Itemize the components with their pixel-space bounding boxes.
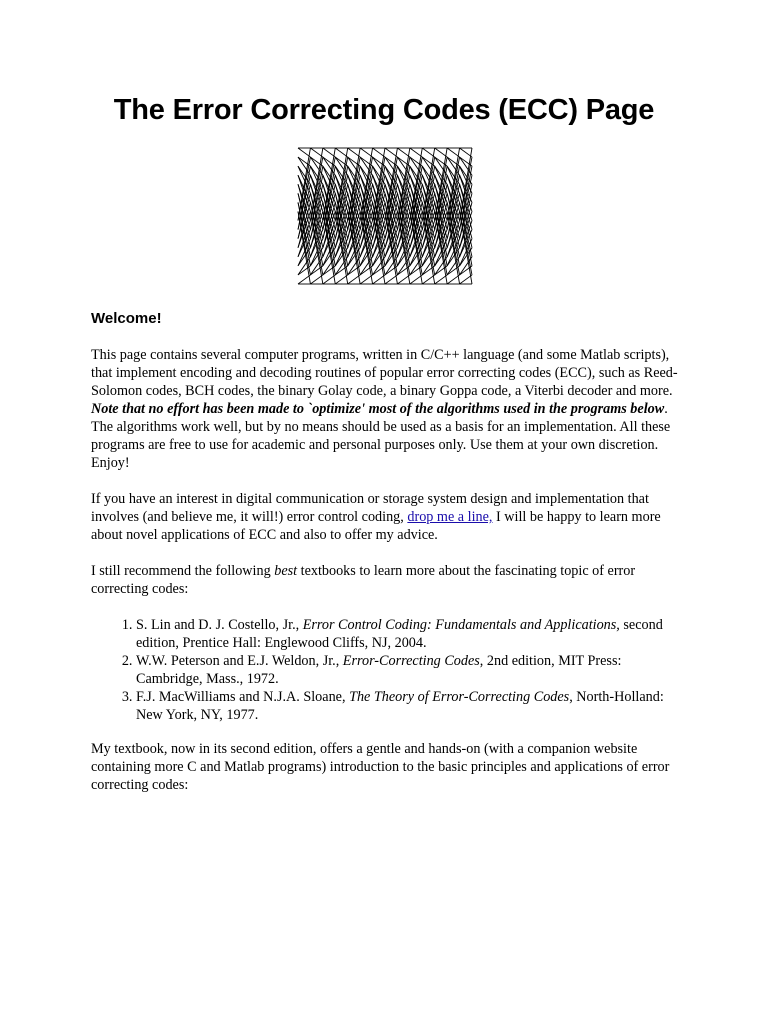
trellis-branch (373, 275, 385, 284)
trellis-branch (385, 275, 397, 284)
trellis-branch (298, 275, 310, 284)
trellis-branch (460, 148, 472, 157)
recommend-paragraph (91, 562, 681, 598)
trellis-branch (447, 148, 459, 157)
trellis-branch (373, 148, 385, 157)
trellis-diagram-icon (292, 144, 478, 290)
contact-text-1: If you have an interest in digital communication or storage system design and implementation that involves (and believe me, it will!) error control coding, (91, 491, 649, 525)
trellis-branch (310, 275, 322, 284)
trellis-branch (460, 275, 472, 284)
trellis-branch (360, 148, 372, 157)
reference-details: , North-Holland: New York, NY, 1977. (136, 689, 664, 723)
trellis-branch (298, 148, 310, 157)
trellis-branch (348, 275, 360, 284)
intro-text-1: This page contains several computer programs, written in C/C++ language (and some Matlab scripts), that implement encoding and decoding routines of popular error correcting codes (ECC), such as Reed-Solomon codes, BCH codes, the binary Golay code, a binary Goppa code, a Viterbi decoder and more. (91, 347, 678, 399)
reference-title: Error Control Coding: Fundamentals and Applications, (302, 617, 620, 633)
reference-authors: W.W. Peterson and E.J. Weldon, Jr., (136, 653, 343, 669)
reference-list (91, 616, 681, 724)
reference-details: second edition, Prentice Hall: Englewood Cliffs, NJ, 2004. (136, 617, 663, 651)
trellis-lines (298, 148, 472, 284)
trellis-branch (323, 148, 335, 157)
welcome-heading: Welcome! (91, 310, 162, 327)
trellis-branch (310, 148, 322, 157)
intro-paragraph (91, 346, 681, 472)
recommend-emphasis: best (274, 563, 298, 579)
trellis-branch (335, 148, 347, 157)
reference-authors: F.J. MacWilliams and N.J.A. Sloane, (136, 689, 350, 705)
trellis-branch (435, 148, 447, 157)
trellis-branch (410, 275, 422, 284)
reference-details: , 2nd edition, MIT Press: Cambridge, Mass., 1972. (136, 653, 622, 687)
trellis-branch (397, 275, 409, 284)
trellis-branch (435, 275, 447, 284)
page-title: The Error Correcting Codes (ECC) Page (113, 94, 655, 126)
textbook-paragraph (91, 740, 681, 794)
recommend-text-2: textbooks to learn more about the fascinating topic of error correcting codes: (91, 563, 636, 597)
trellis-branch (360, 275, 372, 284)
trellis-branch (410, 148, 422, 157)
textbook-text: My textbook, now in its second edition, offers a gentle and hands-on (with a companion website containing more C and Matlab programs) introduction to the basic principles and applications of error correcting codes: (91, 741, 670, 793)
contact-paragraph (91, 490, 681, 544)
trellis-branch (422, 275, 434, 284)
trellis-branch (348, 148, 360, 157)
trellis-branch (447, 275, 459, 284)
trellis-branch (397, 148, 409, 157)
trellis-branch (323, 275, 335, 284)
reference-title: Error-Correcting Codes (342, 653, 480, 669)
intro-text-2: . The algorithms work well, but by no means should be used as a basis for an implementation. All these programs are free to use for academic and personal purposes only. Use them at your own discretion. Enjoy! (91, 401, 671, 471)
contact-text-2: I will be happy to learn more about novel applications of ECC and also to offer my advice. (91, 509, 661, 543)
recommend-text-1: I still recommend the following (91, 563, 275, 579)
reference-title: The Theory of Error-Correcting Codes (349, 689, 570, 705)
reference-item (136, 688, 681, 724)
trellis-branch (385, 148, 397, 157)
contact-link[interactable]: drop me a line, (407, 509, 493, 525)
reference-item (136, 616, 681, 652)
trellis-branch (335, 275, 347, 284)
intro-emphasis: Note that no effort has been made to `optimize' most of the algorithms used in the programs below (91, 401, 665, 417)
trellis-branch (422, 148, 434, 157)
reference-authors: S. Lin and D. J. Costello, Jr., (136, 617, 303, 633)
reference-item (136, 652, 681, 688)
